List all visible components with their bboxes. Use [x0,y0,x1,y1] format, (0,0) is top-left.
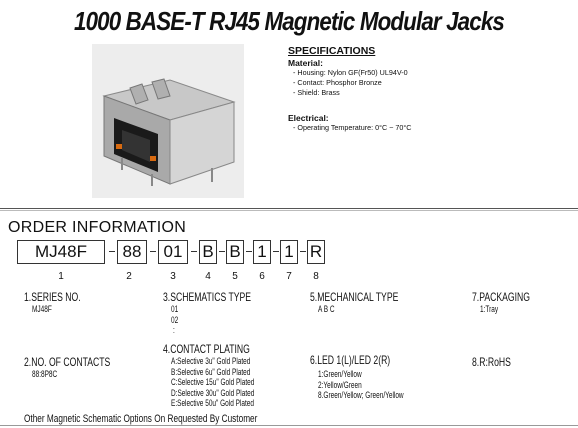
code-box-plating: B [199,240,217,264]
option-item: 02 [171,314,179,325]
spec-item: - Shield: Brass [293,88,340,97]
dash [273,251,279,252]
code-box-led2: 1 [280,240,298,264]
spec-item: - Operating Temperature: 0°C ~ 70°C [293,123,412,132]
rj45-jack-image [92,44,244,198]
dash [219,251,225,252]
spec-item: - Contact: Phosphor Bronze [293,78,382,87]
option-item: MJ48F [32,304,52,314]
position-number: 4 [205,271,211,282]
option-contacts [24,355,144,380]
option-series [24,290,103,315]
dash [300,251,306,252]
option-item: D:Selective 30u" Gold Plated [171,387,255,398]
option-schematics [163,290,285,336]
position-number: 7 [286,271,292,282]
option-item: 8.Green/Yellow; Green/Yellow [318,390,404,400]
material-heading: Material: [288,58,323,68]
electrical-heading: Electrical: [288,113,329,123]
code-box-mechanical: B [226,240,244,264]
option-item: 1:Green/Yellow [318,369,362,379]
code-box-contacts: 88 [117,240,147,264]
specifications [288,45,568,133]
divider [0,210,578,211]
product-photo [92,44,244,198]
code-box-schematics: 01 [158,240,188,264]
position-number: 3 [170,271,176,282]
dash [109,251,115,252]
option-item: : [173,325,175,335]
page-title: 1000 BASE-T RJ45 Magnetic Modular Jacks [73,6,504,36]
dash [191,251,197,252]
option-item: 01 [171,304,179,314]
option-item: A:Selective 3u" Gold Plated [171,356,251,366]
option-plating [163,342,284,409]
code-box-series: MJ48F [17,240,105,264]
option-item: 1:Tray [480,304,499,314]
option-rohs [472,355,526,369]
option-label: 3.SCHEMATICS TYPE [163,290,252,304]
divider [0,208,578,209]
option-item: A B C [318,304,335,314]
dash [150,251,156,252]
option-label: 7.PACKAGING [472,290,530,304]
code-box-led1: 1 [253,240,271,264]
position-number: 1 [58,271,64,282]
option-label: 5.MECHANICAL TYPE [310,290,399,304]
option-led [310,353,429,399]
option-label: 4.CONTACT PLATING [163,342,250,356]
option-mechanical [310,290,433,315]
position-number: 8 [313,271,319,282]
footer-note: Other Magnetic Schematic Options On Requested By Customer [24,413,258,425]
order-heading: ORDER INFORMATION [8,219,187,236]
option-item: C:Selective 15u" Gold Plated [171,377,255,387]
dash [246,251,252,252]
position-number: 2 [126,271,132,282]
bottom-border [0,425,578,426]
option-label: 2.NO. OF CONTACTS [24,355,111,369]
option-item: B:Selective 6u" Gold Plated [171,366,251,377]
option-label: 8.R:RoHS [472,355,511,369]
position-number: 6 [259,271,265,282]
code-box-rohs: R [307,240,325,264]
spec-item: - Housing: Nylon GF(Fr50) UL94V-0 [293,68,408,77]
option-label: 6.LED 1(L)/LED 2(R) [310,353,391,367]
option-item: 2:Yellow/Green [318,379,362,390]
option-packaging [472,290,552,315]
option-item: 88:8P8C [32,369,58,379]
option-label: 1.SERIES NO. [24,290,81,304]
position-number: 5 [232,271,238,282]
option-item: E:Selective 50u" Gold Plated [171,398,254,408]
spec-heading: SPECIFICATIONS [288,45,376,57]
